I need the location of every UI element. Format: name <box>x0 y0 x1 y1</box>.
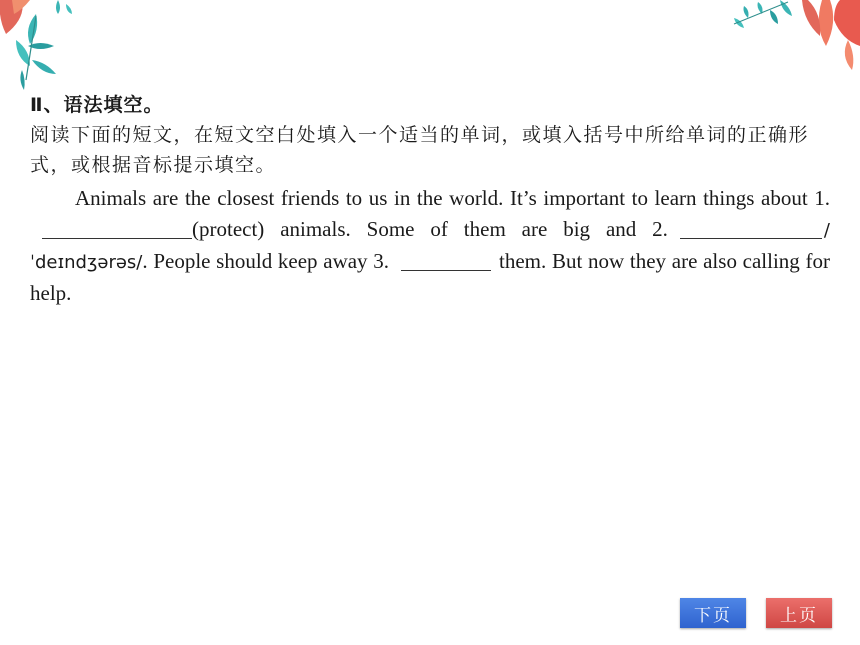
passage-segment: . People should keep away 3. <box>142 249 390 273</box>
floral-decoration-icon <box>730 0 860 72</box>
exercise-content <box>30 92 830 309</box>
floral-decoration-icon <box>0 0 80 92</box>
answer-blank-2[interactable] <box>680 218 822 239</box>
answer-blank-1[interactable] <box>42 218 192 239</box>
passage-segment: (protect) animals. Some of them are big and 2. <box>192 217 668 241</box>
next-page-button[interactable]: 下页 <box>680 598 746 628</box>
phonetic-hint: /ˈdeɪndʒərəs/ <box>30 220 830 273</box>
passage-segment: Animals are the closest friends to us in the world. It’s important to learn things about 1. <box>75 186 830 210</box>
passage-segment: them. But now they are also calling for help. <box>30 249 830 305</box>
section-heading: Ⅱ、语法填空。 <box>30 94 164 116</box>
passage-text <box>30 183 830 309</box>
previous-page-button[interactable]: 上页 <box>766 598 832 628</box>
answer-blank-3[interactable] <box>401 250 491 271</box>
instruction-text: 阅读下面的短文，在短文空白处填入一个适当的单词，或填入括号中所给单词的正确形式，或根据音标提示填空。 <box>30 124 810 176</box>
